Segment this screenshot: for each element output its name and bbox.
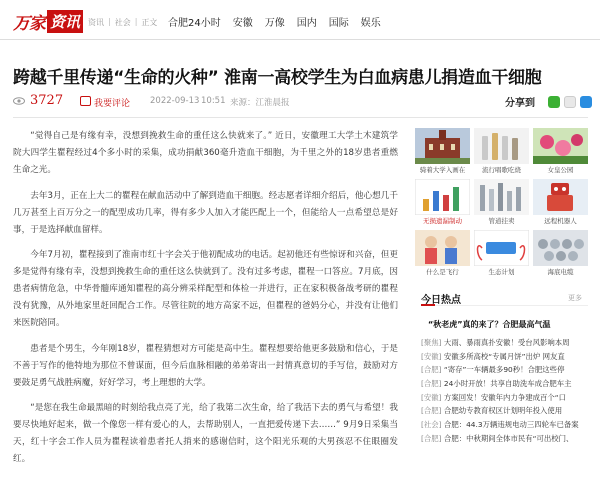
nav-item-international[interactable]: 国际	[328, 18, 349, 29]
logo-text-part1: 万家	[13, 13, 45, 34]
hot-news-tag: [安徽]	[421, 392, 442, 402]
thumbnail-caption: 海底电缆	[547, 268, 574, 276]
sidebar	[415, 128, 588, 277]
article-paragraph: “是您在我生命最黑暗的时刻给我点亮了光，给了我第二次生命，给了我活下去的勇气与希望！我要尽快地好起来，做一个像您一样有爱心的人，去帮助别人，一直把爱传递下去……” 9月9日采集当天，红十字会工作人员为瞿程读着患者托人捎来的感谢信时，这个阳光乐观的大男孩忍不住眼圈发红。	[13, 403, 398, 464]
article-paragraph: 患者是个男生，今年刚18岁，瞿程猜想对方可能是高中生。瞿程想要给他更多鼓励和信心，于是不善于写作的他特地为那位不曾谋面，但今后血脉相融的弟弟寄出一封情真意切的手写信，鼓励对方要鼓足勇气战胜病魔，好好学习，考上理想的大学。	[13, 343, 398, 388]
article-paragraph: 去年3月，正在上大二的瞿程在献血活动中了解到造血干细胞。经志愿者详细介绍后，他心想几千几万甚至上百万分之一的配型成功几率，得有多少人加入才能匹配上一个，但能给人一点希望总是好事，于是选择献血留样。	[13, 190, 398, 235]
thumbnail-card[interactable]	[533, 128, 588, 175]
eye-icon	[13, 97, 25, 105]
comment-icon[interactable]	[80, 96, 91, 106]
hot-news-text: 合肥幼专教育权区计划明年投入使用	[443, 406, 563, 416]
hot-news-headline[interactable]: “秋老虎”真的来了？合肥最高气温	[428, 320, 551, 329]
thumbnail-caption: 管道挂卖	[488, 217, 515, 225]
flowers-thumbnail-icon	[533, 128, 588, 164]
nav-item-hefei24[interactable]: 合肥24小时	[168, 18, 221, 29]
hot-news-text: 24小时开放！共享自助洗车成合肥车主	[443, 379, 572, 389]
hot-news-tag: [社会]	[421, 420, 442, 430]
thumbnail-caption: 无损遗漏制动	[423, 217, 462, 225]
building-thumbnail-icon	[415, 128, 470, 164]
bottles-thumbnail-icon	[474, 128, 529, 164]
breadcrumb-separator: |	[134, 17, 138, 26]
hot-news-text: “寄存”一车辆最多90秒！合肥这些停	[443, 365, 565, 375]
hot-news-tag: [合肥]	[421, 433, 442, 443]
thumbnail-card[interactable]	[474, 128, 529, 175]
list-item[interactable]	[421, 391, 591, 405]
breadcrumb	[88, 17, 157, 28]
list-item[interactable]	[421, 404, 591, 418]
nav-item-wanxiang[interactable]: 万像	[264, 18, 285, 29]
hot-news-list	[421, 336, 591, 446]
article-source: 来源：江淮晨报	[230, 98, 290, 108]
hot-news-text: 合肥：44.3万辆违规电动三四轮车已备案	[443, 420, 579, 430]
article-paragraph: 今年7月初，瞿程接到了淮南市红十字会关于他初配成功的电话。起初他还有些惊讶和兴奋，但更多是觉得有缘有幸，没想到挽救生命的重任这么快就到了。没有过多考虑，瞿程一口答应。7月底，因患者病情危急，中华骨髓库通知瞿程的高分辨采样配型和体检一并进行，正在家积极备战考研的瞿程没有犹豫，从外地家里赶回配合工作。尽管往院的地方高家不远，但瞿程的爸妈分心，并没有让他们来医院陪同。	[13, 250, 398, 328]
thumbnail-caption: 流行唱歌吃烧	[482, 166, 521, 174]
main-nav	[168, 14, 381, 29]
breadcrumb-separator: |	[108, 17, 111, 26]
thumbnail-card[interactable]	[474, 179, 529, 226]
hot-news-text: 方案回发！安徽年内力争建成百个“口	[443, 392, 567, 402]
list-item[interactable]	[421, 432, 591, 446]
thumbnail-card[interactable]	[533, 179, 588, 226]
article-title: 跨越千里传递“生命的火种” 淮南一高校学生为白血病患儿捐造血干细胞	[13, 68, 542, 88]
hot-news-divider	[421, 305, 588, 306]
thumbnail-card[interactable]	[474, 230, 529, 277]
hot-news-text: 安徽多所高校“专属月饼”出炉 网友直	[443, 351, 565, 361]
thumbnail-caption: 生态计划	[488, 268, 515, 276]
nav-item-anhui[interactable]: 安徽	[232, 18, 253, 29]
nav-item-entertainment[interactable]: 娱乐	[360, 18, 381, 29]
logo-text-part2: 资讯	[47, 10, 83, 33]
chart-thumbnail-icon	[415, 179, 470, 215]
divider	[13, 117, 588, 118]
breadcrumb-item-info[interactable]: 资讯	[88, 18, 104, 27]
kids-thumbnail-icon	[415, 230, 470, 266]
hot-news-tag: [合肥]	[421, 379, 442, 389]
article-body	[13, 128, 398, 477]
cables-thumbnail-icon	[533, 230, 588, 266]
list-item[interactable]	[421, 418, 591, 432]
share-label: 分享到	[505, 98, 535, 109]
article-paragraph: “觉得自己是有缘有幸，没想到挽救生命的重任这么快就来了。” 近日，安徽理工大学土木建筑学院大四学生瞿程经过4个多小时的采集，成功捐献360毫升造血干细胞，为千里之外的18岁患者重燃生命之光。	[13, 131, 398, 175]
hot-news-tag: [聚焦]	[421, 338, 442, 347]
breadcrumb-item-society[interactable]: 社会	[114, 18, 131, 27]
robot-thumbnail-icon	[533, 179, 588, 215]
wechat-share-icon[interactable]	[548, 96, 560, 108]
list-item[interactable]	[421, 350, 591, 364]
thumbnail-grid	[415, 128, 588, 277]
hot-news-text: 大雨、暴雨真扑安徽！受台风影响本周	[443, 338, 570, 347]
qzone-share-icon[interactable]	[580, 96, 592, 108]
hot-news-title: 今日热点	[421, 295, 461, 306]
weibo-share-icon[interactable]	[564, 96, 576, 108]
thumbnail-caption: 骑着大学入画在	[419, 166, 466, 174]
hot-news-text: 合肥：中秋期间全体市民有“可出校门、	[443, 433, 574, 443]
list-item[interactable]	[421, 363, 591, 377]
list-item[interactable]	[421, 336, 591, 350]
article-meta	[13, 92, 588, 112]
thumbnail-card[interactable]	[415, 230, 470, 277]
thumbnail-caption: 什么是飞行	[426, 268, 459, 276]
top-bar	[0, 0, 600, 40]
breadcrumb-item-article: 正文	[141, 18, 158, 27]
view-count: 3727	[30, 93, 64, 108]
thumbnail-caption: 女皇公园	[547, 166, 574, 174]
comment-link[interactable]: 我要评论	[94, 99, 131, 109]
site-logo[interactable]	[13, 10, 83, 32]
hot-news-accent	[421, 304, 435, 306]
hot-news-tag: [安徽]	[421, 351, 442, 361]
publish-date: 2022-09-13	[150, 96, 200, 106]
thumbnail-caption: 远程机器人	[544, 217, 577, 225]
publish-time: 10:51	[201, 96, 226, 106]
thumbnail-card[interactable]	[415, 128, 470, 175]
thumbnail-card[interactable]	[533, 230, 588, 277]
pipes-thumbnail-icon	[474, 179, 529, 215]
hot-news-more-link[interactable]: 更多	[568, 294, 582, 302]
hot-news-tag: [合肥]	[421, 365, 442, 375]
list-item[interactable]	[421, 377, 591, 391]
hot-news-tag: [合肥]	[421, 406, 442, 416]
nav-item-domestic[interactable]: 国内	[296, 18, 317, 29]
device-thumbnail-icon	[474, 230, 529, 266]
thumbnail-card[interactable]	[415, 179, 470, 226]
